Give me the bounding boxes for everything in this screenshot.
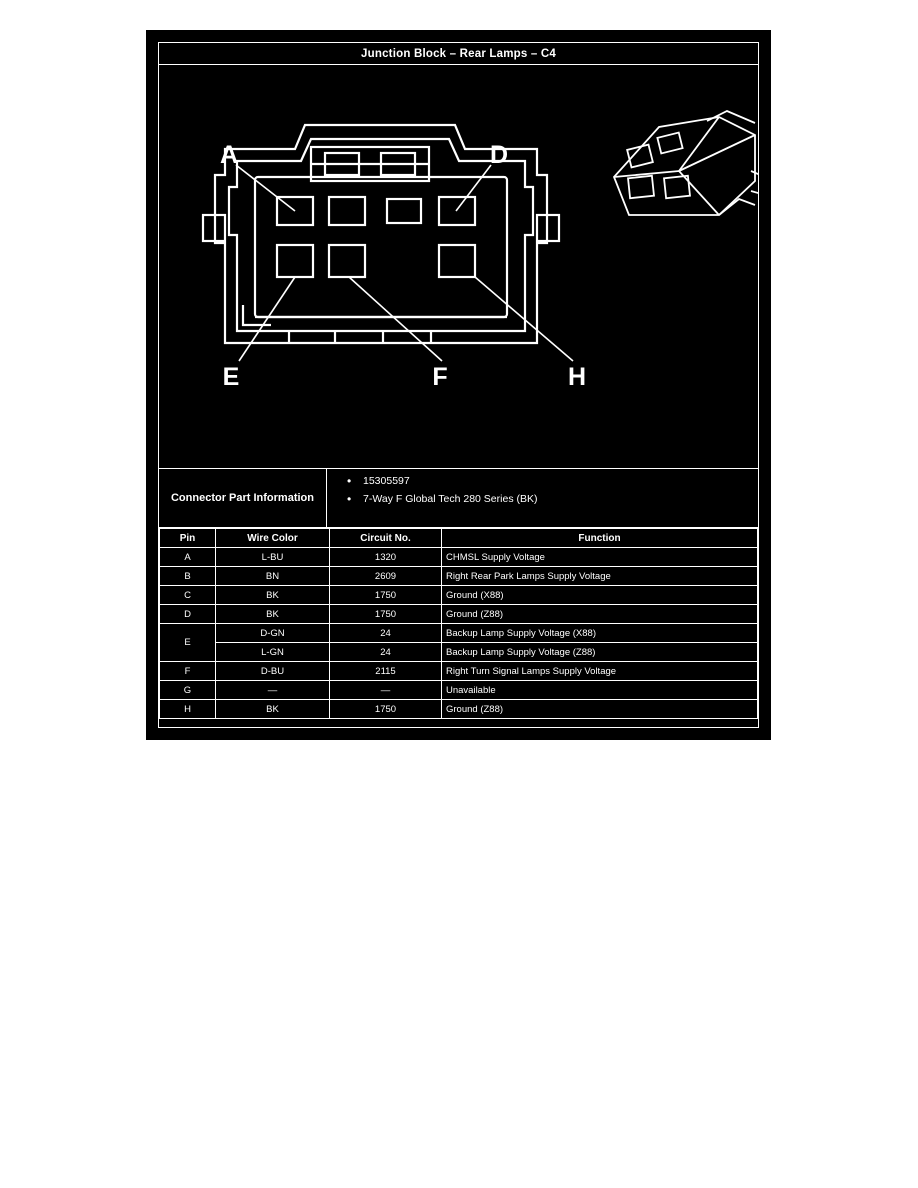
cell-pin: C <box>160 586 216 605</box>
header-wire-color: Wire Color <box>216 529 330 548</box>
table-row <box>160 605 758 624</box>
part-info-label: Connector Part Information <box>159 469 327 527</box>
cell-function: Backup Lamp Supply Voltage (X88) <box>442 624 758 643</box>
table-row <box>160 567 758 586</box>
callout-label-e: E <box>222 363 240 391</box>
part-number: 15305597 <box>363 475 410 487</box>
figure-panel <box>146 30 771 740</box>
bullet-icon: • <box>347 492 352 506</box>
cell-circuit: 1750 <box>330 700 442 719</box>
part-info-item <box>341 493 758 506</box>
cell-pin: E <box>160 624 216 662</box>
connector-drawing-area <box>159 65 758 469</box>
table-row <box>160 586 758 605</box>
cell-circuit: 1750 <box>330 605 442 624</box>
cell-pin: A <box>160 548 216 567</box>
table-row <box>160 662 758 681</box>
connector-illustration <box>159 65 758 467</box>
table-row <box>160 681 758 700</box>
cell-wire: L-GN <box>216 643 330 662</box>
cell-circuit: 1320 <box>330 548 442 567</box>
pin-table-container <box>159 527 758 719</box>
table-row <box>160 624 758 643</box>
cell-circuit: 2115 <box>330 662 442 681</box>
part-description: 7-Way F Global Tech 280 Series (BK) <box>363 493 538 505</box>
callout-label-h: H <box>567 363 587 391</box>
cell-pin: B <box>160 567 216 586</box>
header-pin: Pin <box>160 529 216 548</box>
cell-wire: D-BU <box>216 662 330 681</box>
bullet-icon: • <box>347 474 352 488</box>
cell-function: Backup Lamp Supply Voltage (Z88) <box>442 643 758 662</box>
callout-label-f: F <box>432 363 448 391</box>
table-row <box>160 643 758 662</box>
cell-function: Right Rear Park Lamps Supply Voltage <box>442 567 758 586</box>
cell-wire: D-GN <box>216 624 330 643</box>
cell-circuit: 1750 <box>330 586 442 605</box>
cell-wire: BN <box>216 567 330 586</box>
header-function: Function <box>442 529 758 548</box>
cell-pin: G <box>160 681 216 700</box>
cell-function: Ground (Z88) <box>442 700 758 719</box>
cell-wire: BK <box>216 586 330 605</box>
cell-wire: BK <box>216 605 330 624</box>
figure-frame <box>158 42 759 728</box>
part-info-item <box>341 475 758 488</box>
cell-function: Unavailable <box>442 681 758 700</box>
pin-table <box>159 528 758 719</box>
callout-label-a: A <box>219 141 239 169</box>
callout-label-d: D <box>489 141 509 169</box>
cell-circuit: 2609 <box>330 567 442 586</box>
cell-circuit: 24 <box>330 643 442 662</box>
cell-pin: H <box>160 700 216 719</box>
table-row <box>160 548 758 567</box>
figure-title: Junction Block – Rear Lamps – C4 <box>159 43 758 65</box>
cell-circuit: — <box>330 681 442 700</box>
connector-part-information <box>159 469 758 527</box>
cell-wire: L-BU <box>216 548 330 567</box>
cell-circuit: 24 <box>330 624 442 643</box>
cell-function: CHMSL Supply Voltage <box>442 548 758 567</box>
cell-wire: BK <box>216 700 330 719</box>
header-circuit-no: Circuit No. <box>330 529 442 548</box>
cell-function: Ground (X88) <box>442 586 758 605</box>
part-info-values <box>327 469 758 527</box>
table-row <box>160 700 758 719</box>
cell-pin: F <box>160 662 216 681</box>
cell-wire: — <box>216 681 330 700</box>
table-header-row <box>160 529 758 548</box>
cell-function: Ground (Z88) <box>442 605 758 624</box>
cell-function: Right Turn Signal Lamps Supply Voltage <box>442 662 758 681</box>
cell-pin: D <box>160 605 216 624</box>
